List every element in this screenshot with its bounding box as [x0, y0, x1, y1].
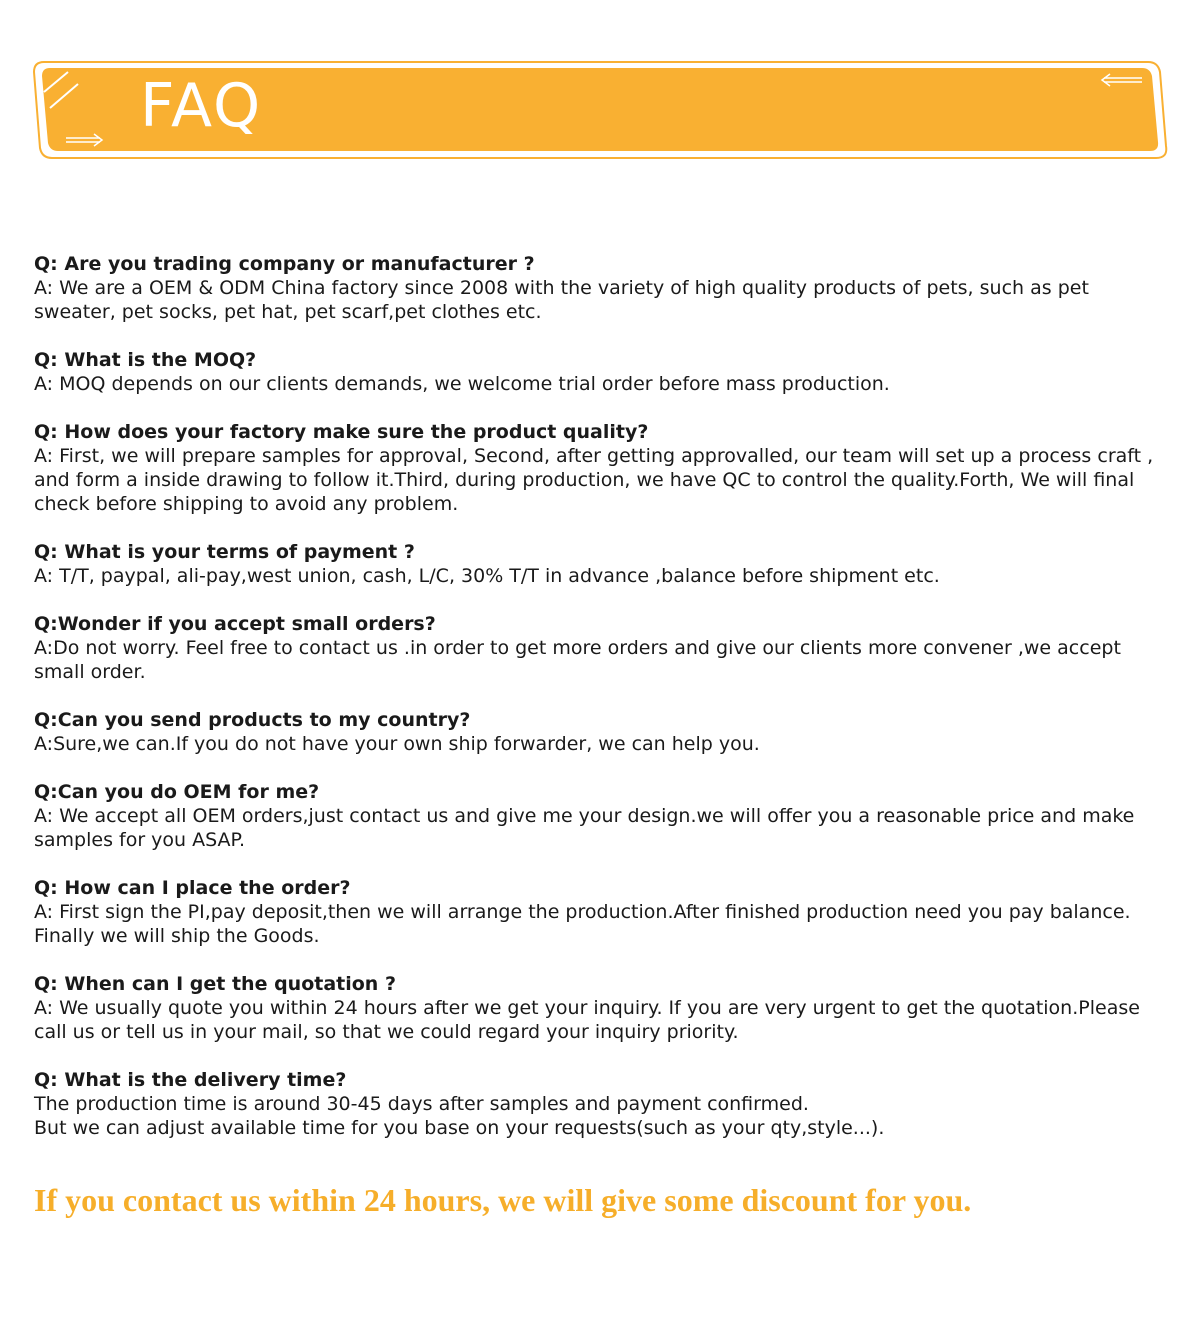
faq-item — [34, 252, 1174, 324]
faq-answer: A: MOQ depends on our clients demands, we welcome trial order before mass production. — [34, 373, 890, 395]
banner-title: FAQ — [140, 71, 263, 141]
faq-item — [34, 612, 1174, 684]
faq-item — [34, 1068, 1174, 1140]
faq-item — [34, 780, 1174, 852]
faq-question: Q: How can I place the order? — [34, 877, 351, 899]
faq-answer: But we can adjust available time for you base on your requests(such as your qty,style...). — [34, 1117, 885, 1139]
faq-answer: The production time is around 30-45 days after samples and payment confirmed. — [34, 1093, 809, 1115]
faq-item — [34, 540, 1174, 588]
faq-item — [34, 876, 1174, 948]
faq-item — [34, 708, 1174, 756]
faq-item — [34, 348, 1174, 396]
promo-text: If you contact us within 24 hours, we will give some discount for you. — [34, 1182, 972, 1218]
faq-item — [34, 420, 1174, 516]
faq-answer: A: We are a OEM & ODM China factory since 2008 with the variety of high quality products of pets, such as pet sweater, pet socks, pet hat, pet scarf,pet clothes etc. — [34, 277, 1089, 323]
faq-answer: A: We accept all OEM orders,just contact us and give me your design.we will offer you a reasonable price and make samples for you ASAP. — [34, 805, 1135, 851]
faq-question: Q: What is the MOQ? — [34, 349, 257, 371]
faq-list — [34, 252, 1174, 1164]
faq-question: Q:Can you send products to my country? — [34, 709, 471, 731]
faq-answer: A: First sign the PI,pay deposit,then we will arrange the production.After finished production need you pay balance. Finally we will ship the Goods. — [34, 901, 1131, 947]
faq-answer: A:Sure,we can.If you do not have your own ship forwarder, we can help you. — [34, 733, 760, 755]
faq-answer: A: First, we will prepare samples for approval, Second, after getting approvalled, our team will set up a process craft , and form a inside drawing to follow it.Third, during production, we have QC to control the quality.Forth, We will final check before shipping to avoid any problem. — [34, 445, 1154, 515]
faq-answer: A:Do not worry. Feel free to contact us .in order to get more orders and give our clients more convener ,we accept small order. — [34, 637, 1121, 683]
faq-answer: A: We usually quote you within 24 hours after we get your inquiry. If you are very urgent to get the quotation.Please call us or tell us in your mail, so that we could regard your inquiry priority. — [34, 997, 1140, 1043]
faq-question: Q: What is your terms of payment ? — [34, 541, 415, 563]
faq-question: Q:Can you do OEM for me? — [34, 781, 320, 803]
faq-question: Q: What is the delivery time? — [34, 1069, 347, 1091]
faq-question: Q: How does your factory make sure the product quality? — [34, 421, 649, 443]
faq-question: Q: Are you trading company or manufacturer ? — [34, 253, 535, 275]
faq-item — [34, 972, 1174, 1044]
faq-answer: A: T/T, paypal, ali-pay,west union, cash, L/C, 30% T/T in advance ,balance before shipment etc. — [34, 565, 940, 587]
faq-question: Q:Wonder if you accept small orders? — [34, 613, 436, 635]
faq-question: Q: When can I get the quotation ? — [34, 973, 396, 995]
